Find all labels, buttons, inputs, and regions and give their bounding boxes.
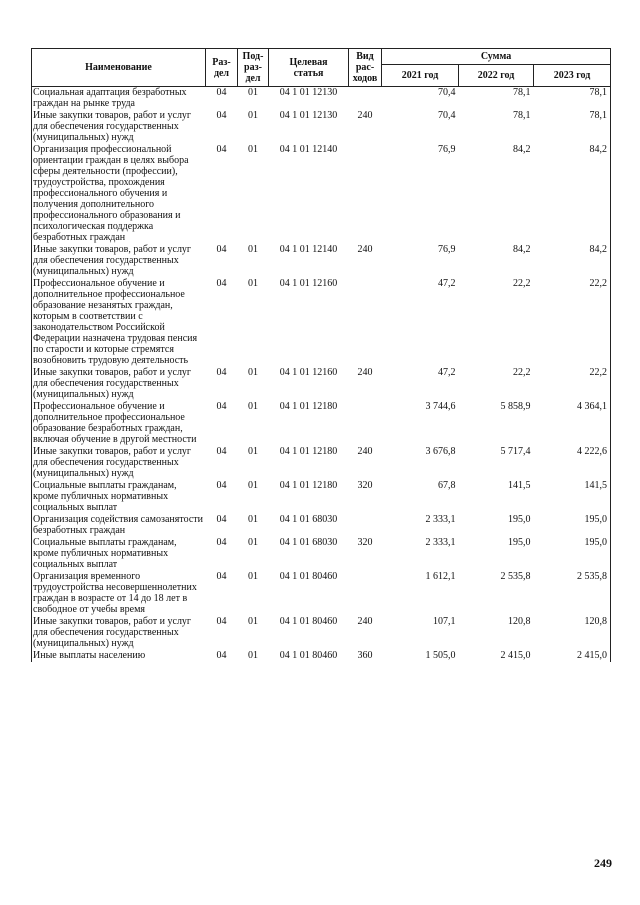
row-subsection: 01 bbox=[248, 367, 258, 378]
row-sum-2023: 4 364,1 bbox=[534, 401, 611, 446]
row-section: 04 bbox=[216, 87, 227, 98]
row-sum-2022: 120,8 bbox=[508, 616, 531, 627]
row-sum-2023: 84,2 bbox=[534, 144, 611, 244]
row-target-article: 04 1 01 12160 bbox=[279, 367, 338, 378]
row-name: Иные закупки товаров, работ и услуг для обеспечения государственных (муниципальных) нужд bbox=[32, 446, 206, 480]
row-sum-2022: 78,1 bbox=[513, 87, 531, 98]
row-section: 04 bbox=[216, 537, 227, 548]
row-target-article: 04 1 01 80460 bbox=[279, 571, 338, 582]
header-sum: Сумма bbox=[382, 49, 611, 65]
row-target-article: 04 1 01 68030 bbox=[279, 514, 338, 525]
row-expense-type: 240 bbox=[357, 244, 373, 255]
row-name: Иные выплаты населению bbox=[32, 650, 206, 662]
row-expense-type bbox=[349, 571, 382, 616]
row-name: Организация содействия самозанятости безработных граждан bbox=[32, 514, 206, 537]
row-sum-2021: 70,4 bbox=[438, 110, 456, 121]
row-sum-2023: 195,0 bbox=[534, 537, 611, 571]
table-row bbox=[32, 110, 611, 144]
table-row bbox=[32, 144, 611, 244]
row-subsection: 01 bbox=[248, 401, 258, 412]
header-subsection: Под- раз- дел bbox=[238, 49, 269, 87]
row-expense-type bbox=[349, 401, 382, 446]
row-sum-2022: 195,0 bbox=[508, 537, 531, 548]
header-target-article: Целевая статья bbox=[269, 49, 349, 87]
row-sum-2023: 78,1 bbox=[534, 87, 611, 111]
row-target-article: 04 1 01 12140 bbox=[279, 244, 338, 255]
row-section: 04 bbox=[216, 446, 227, 457]
row-subsection: 01 bbox=[248, 110, 258, 121]
row-sum-2022: 2 535,8 bbox=[500, 571, 531, 582]
row-section: 04 bbox=[216, 401, 227, 412]
row-subsection: 01 bbox=[248, 87, 258, 98]
header-name: Наименование bbox=[32, 49, 206, 87]
row-section: 04 bbox=[216, 480, 227, 491]
row-sum-2021: 107,1 bbox=[433, 616, 456, 627]
row-section: 04 bbox=[216, 278, 227, 289]
row-sum-2021: 3 676,8 bbox=[425, 446, 456, 457]
row-expense-type bbox=[349, 87, 382, 111]
row-sum-2021: 2 333,1 bbox=[425, 537, 456, 548]
row-subsection: 01 bbox=[248, 446, 258, 457]
row-name: Иные закупки товаров, работ и услуг для обеспечения государственных (муниципальных) нужд bbox=[32, 110, 206, 144]
row-sum-2021: 2 333,1 bbox=[425, 514, 456, 525]
row-sum-2021: 47,2 bbox=[438, 278, 456, 289]
row-sum-2022: 84,2 bbox=[513, 144, 531, 155]
row-section: 04 bbox=[216, 616, 227, 627]
row-target-article: 04 1 01 12160 bbox=[279, 278, 338, 289]
row-sum-2021: 3 744,6 bbox=[425, 401, 456, 412]
row-name: Иные закупки товаров, работ и услуг для обеспечения государственных (муниципальных) нужд bbox=[32, 616, 206, 650]
header-year-2021: 2021 год bbox=[382, 65, 459, 87]
row-section: 04 bbox=[216, 571, 227, 582]
row-target-article: 04 1 01 12180 bbox=[279, 480, 338, 491]
row-sum-2021: 67,8 bbox=[438, 480, 456, 491]
row-subsection: 01 bbox=[248, 571, 258, 582]
row-target-article: 04 1 01 12180 bbox=[279, 446, 338, 457]
row-expense-type: 320 bbox=[357, 537, 373, 548]
row-sum-2022: 2 415,0 bbox=[500, 650, 531, 661]
row-sum-2023: 84,2 bbox=[534, 244, 611, 278]
row-subsection: 01 bbox=[248, 650, 258, 661]
table-row bbox=[32, 650, 611, 662]
row-sum-2023: 2 415,0 bbox=[534, 650, 611, 662]
table-row bbox=[32, 480, 611, 514]
row-subsection: 01 bbox=[248, 616, 258, 627]
row-sum-2023: 2 535,8 bbox=[534, 571, 611, 616]
row-sum-2021: 76,9 bbox=[438, 144, 456, 155]
row-subsection: 01 bbox=[248, 144, 258, 155]
row-section: 04 bbox=[216, 110, 227, 121]
row-sum-2022: 22,2 bbox=[513, 278, 531, 289]
table-row bbox=[32, 244, 611, 278]
budget-table bbox=[31, 48, 611, 662]
header-year-2022: 2022 год bbox=[459, 65, 534, 87]
row-target-article: 04 1 01 12140 bbox=[279, 144, 338, 155]
table-row bbox=[32, 367, 611, 401]
row-sum-2023: 22,2 bbox=[534, 278, 611, 367]
table-row bbox=[32, 571, 611, 616]
row-sum-2023: 141,5 bbox=[534, 480, 611, 514]
row-target-article: 04 1 01 80460 bbox=[279, 650, 338, 661]
table-body bbox=[32, 87, 611, 663]
table-row bbox=[32, 401, 611, 446]
row-sum-2022: 141,5 bbox=[508, 480, 531, 491]
row-subsection: 01 bbox=[248, 514, 258, 525]
row-sum-2023: 120,8 bbox=[534, 616, 611, 650]
row-sum-2021: 1 612,1 bbox=[425, 571, 456, 582]
row-expense-type: 240 bbox=[357, 110, 373, 121]
row-expense-type: 240 bbox=[357, 446, 373, 457]
table-row bbox=[32, 514, 611, 537]
row-section: 04 bbox=[216, 144, 227, 155]
row-name: Профессиональное обучение и дополнительное профессиональное образование незанятых граждан, которым в соответствии с законодательством Российской Федерации назначена трудовая пенсия по старости и которые стремятся возобновить трудовую деятельность bbox=[32, 278, 206, 367]
row-sum-2021: 76,9 bbox=[438, 244, 456, 255]
row-target-article: 04 1 01 12130 bbox=[279, 87, 338, 98]
table-row bbox=[32, 87, 611, 111]
table-row bbox=[32, 537, 611, 571]
row-sum-2022: 195,0 bbox=[508, 514, 531, 525]
row-name: Иные закупки товаров, работ и услуг для обеспечения государственных (муниципальных) нужд bbox=[32, 244, 206, 278]
row-target-article: 04 1 01 12130 bbox=[279, 110, 338, 121]
row-name: Социальные выплаты гражданам, кроме публичных нормативных социальных выплат bbox=[32, 480, 206, 514]
header-year-2023: 2023 год bbox=[534, 65, 611, 87]
header-section: Раз- дел bbox=[206, 49, 238, 87]
row-sum-2022: 22,2 bbox=[513, 367, 531, 378]
row-sum-2022: 84,2 bbox=[513, 244, 531, 255]
row-expense-type: 360 bbox=[357, 650, 373, 661]
row-subsection: 01 bbox=[248, 244, 258, 255]
row-sum-2021: 47,2 bbox=[438, 367, 456, 378]
row-sum-2023: 78,1 bbox=[534, 110, 611, 144]
row-subsection: 01 bbox=[248, 480, 258, 491]
row-section: 04 bbox=[216, 367, 227, 378]
row-sum-2023: 22,2 bbox=[534, 367, 611, 401]
row-section: 04 bbox=[216, 244, 227, 255]
row-expense-type bbox=[349, 514, 382, 537]
page-number: 249 bbox=[594, 856, 612, 870]
row-subsection: 01 bbox=[248, 537, 258, 548]
row-expense-type: 320 bbox=[357, 480, 373, 491]
row-name: Организация профессиональной ориентации граждан в целях выбора сферы деятельности (профессии), трудоустройства, прохождения профессионального обучения и получения дополнительного профессионального образования и психологическая поддержка безработных граждан bbox=[32, 144, 206, 244]
row-name: Профессиональное обучение и дополнительное профессиональное образование безработных граждан, включая обучение в другой местности bbox=[32, 401, 206, 446]
row-target-article: 04 1 01 12180 bbox=[279, 401, 338, 412]
row-target-article: 04 1 01 80460 bbox=[279, 616, 338, 627]
row-sum-2023: 4 222,6 bbox=[534, 446, 611, 480]
table-row bbox=[32, 616, 611, 650]
row-expense-type: 240 bbox=[357, 616, 373, 627]
row-sum-2022: 78,1 bbox=[513, 110, 531, 121]
row-sum-2022: 5 858,9 bbox=[500, 401, 531, 412]
row-subsection: 01 bbox=[248, 278, 258, 289]
row-sum-2023: 195,0 bbox=[534, 514, 611, 537]
row-expense-type bbox=[349, 144, 382, 244]
row-section: 04 bbox=[216, 514, 227, 525]
row-sum-2022: 5 717,4 bbox=[500, 446, 531, 457]
row-name: Социальная адаптация безработных граждан на рынке труда bbox=[32, 87, 206, 111]
row-name: Иные закупки товаров, работ и услуг для обеспечения государственных (муниципальных) нужд bbox=[32, 367, 206, 401]
row-name: Организация временного трудоустройства несовершеннолетних граждан в возрасте от 14 до 18 лет в свободное от учебы время bbox=[32, 571, 206, 616]
row-target-article: 04 1 01 68030 bbox=[279, 537, 338, 548]
row-expense-type bbox=[349, 278, 382, 367]
table-row bbox=[32, 278, 611, 367]
row-sum-2021: 1 505,0 bbox=[425, 650, 456, 661]
row-name: Социальные выплаты гражданам, кроме публичных нормативных социальных выплат bbox=[32, 537, 206, 571]
row-sum-2021: 70,4 bbox=[438, 87, 456, 98]
row-section: 04 bbox=[216, 650, 227, 661]
header-expense-type: Вид рас- ходов bbox=[349, 49, 382, 87]
table-row bbox=[32, 446, 611, 480]
row-expense-type: 240 bbox=[357, 367, 373, 378]
